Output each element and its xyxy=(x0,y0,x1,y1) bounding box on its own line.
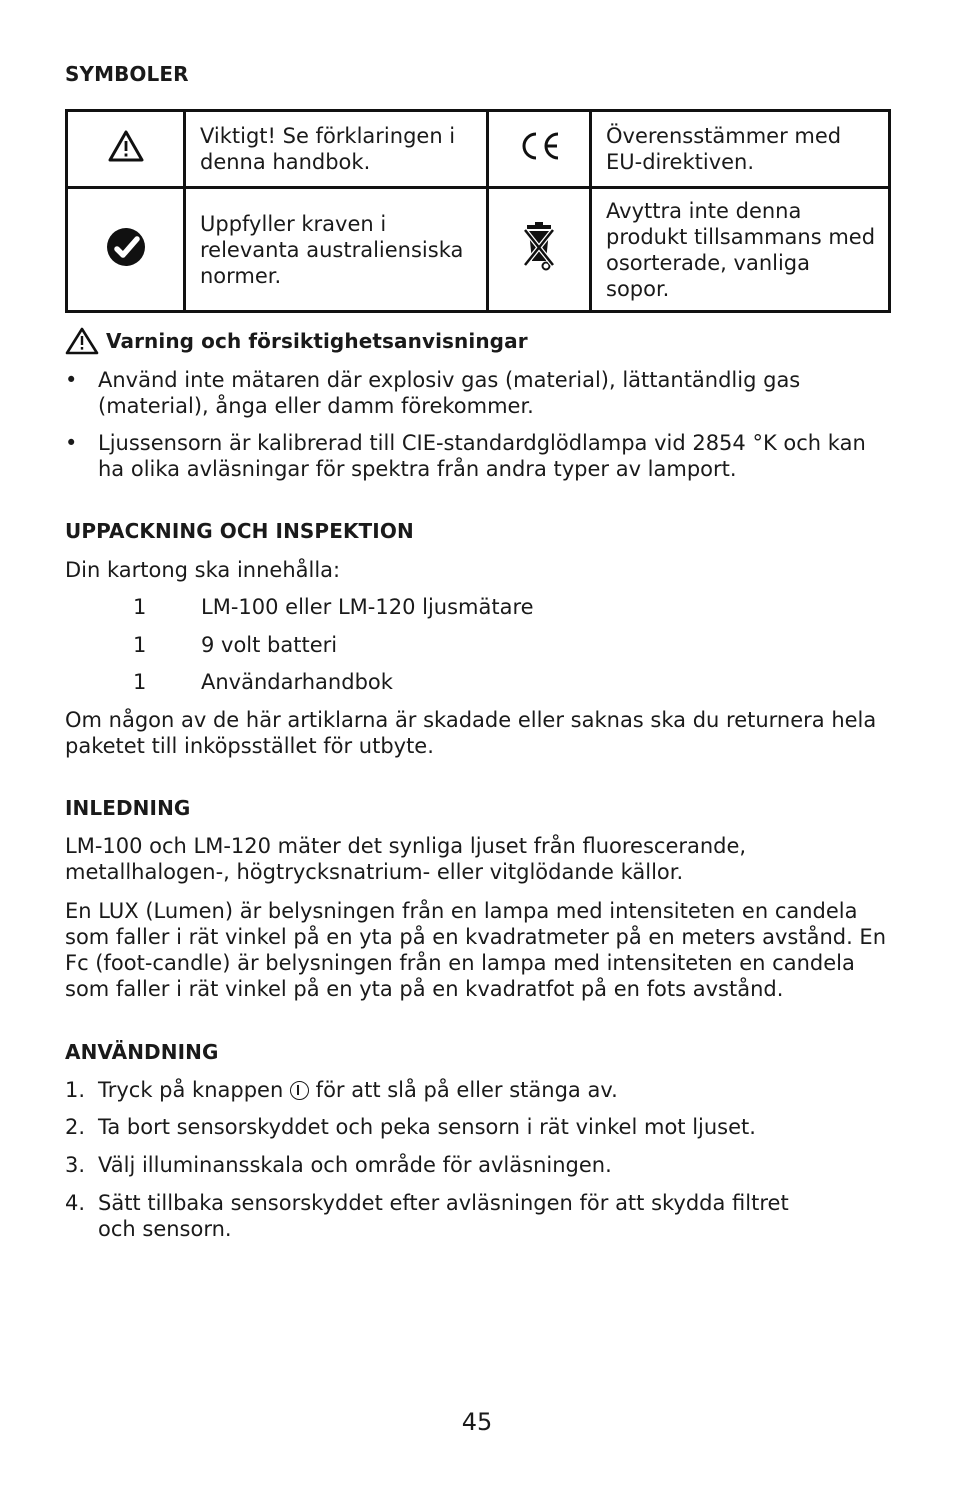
table-row xyxy=(67,188,890,312)
ce-mark-icon xyxy=(516,144,562,168)
item-name: LM-100 eller LM-120 ljusmätare xyxy=(201,595,534,619)
step-number: 1. xyxy=(65,1078,86,1102)
warning-triangle-icon xyxy=(107,144,145,168)
list-item: Sätt tillbaka sensorskyddet efter avläsningen för att skydda filtret och sensorn. xyxy=(98,1191,789,1241)
symbols-heading: SYMBOLER xyxy=(65,62,189,86)
item-quantity: 1 xyxy=(133,633,147,657)
list-item: Ljussensorn är kalibrerad till CIE-standardglödlampa vid 2854 °K och kan ha olika avläsningar för spektra från andra typer av lamport. xyxy=(98,431,866,481)
item-quantity: 1 xyxy=(133,670,147,694)
list-item: Använd inte mätaren där explosiv gas (material), lättantändlig gas (material), ånga eller damm förekommer. xyxy=(98,368,801,418)
warning-heading: Varning och försiktighetsanvisningar xyxy=(106,329,528,353)
usage-heading: ANVÄNDNING xyxy=(65,1040,219,1064)
symbol-description: Viktigt! Se förklaringen i denna handbok. xyxy=(185,111,488,188)
symbol-description: Avyttra inte denna produkt tillsammans med osorterade, vanliga sopor. xyxy=(591,188,890,312)
symbol-description: Uppfyller kraven i relevanta australiensiska normer. xyxy=(185,188,488,312)
symbol-cell xyxy=(67,111,185,188)
symbol-cell xyxy=(67,188,185,312)
page-number: 45 xyxy=(461,1408,493,1436)
weee-crossed-bin-icon xyxy=(523,254,555,278)
list-item: Välj illuminansskala och område för avläsningen. xyxy=(98,1153,612,1177)
power-button-icon xyxy=(290,1081,309,1100)
unpacking-intro: Din kartong ska innehålla: xyxy=(65,558,341,582)
list-item xyxy=(98,1077,888,1103)
symbols-table xyxy=(65,109,891,313)
symbol-cell xyxy=(488,188,591,312)
step-number: 3. xyxy=(65,1153,86,1177)
unpacking-heading: UPPACKNING OCH INSPEKTION xyxy=(65,519,414,543)
item-name: Användarhandbok xyxy=(201,670,393,694)
item-quantity: 1 xyxy=(133,595,147,619)
step-number: 2. xyxy=(65,1115,86,1139)
c-tick-icon xyxy=(106,248,146,272)
step-number: 4. xyxy=(65,1191,86,1215)
step-text-after: för att slå på eller stänga av. xyxy=(315,1078,618,1102)
table-row xyxy=(67,111,890,188)
symbol-description: Överensstämmer med EU-direktiven. xyxy=(591,111,890,188)
warning-triangle-icon xyxy=(65,327,99,359)
intro-paragraph-2: En LUX (Lumen) är belysningen från en lampa med intensiteten en candela som faller i rät vinkel på en yta på en kvadratmeter på en meters avstånd. En Fc (foot-candle) är belysningen från en lampa med intensiteten en candela som faller i rät vinkel på en yta på en kvadratfot på en fots avstånd. xyxy=(65,899,887,1001)
bullet-marker: • xyxy=(65,368,78,392)
symbol-cell xyxy=(488,111,591,188)
item-name: 9 volt batteri xyxy=(201,633,338,657)
intro-heading: INLEDNING xyxy=(65,796,191,820)
unpacking-note: Om någon av de här artiklarna är skadade eller saknas ska du returnera hela paketet till inköpsstället för utbyte. xyxy=(65,708,877,758)
step-text-before: Tryck på knappen xyxy=(98,1078,284,1102)
intro-paragraph-1: LM-100 och LM-120 mäter det synliga ljuset från fluorescerande, metallhalogen-, högtrycksnatrium- eller vitglödande källor. xyxy=(65,834,747,884)
bullet-marker: • xyxy=(65,431,78,455)
list-item: Ta bort sensorskyddet och peka sensorn i rät vinkel mot ljuset. xyxy=(98,1115,756,1139)
